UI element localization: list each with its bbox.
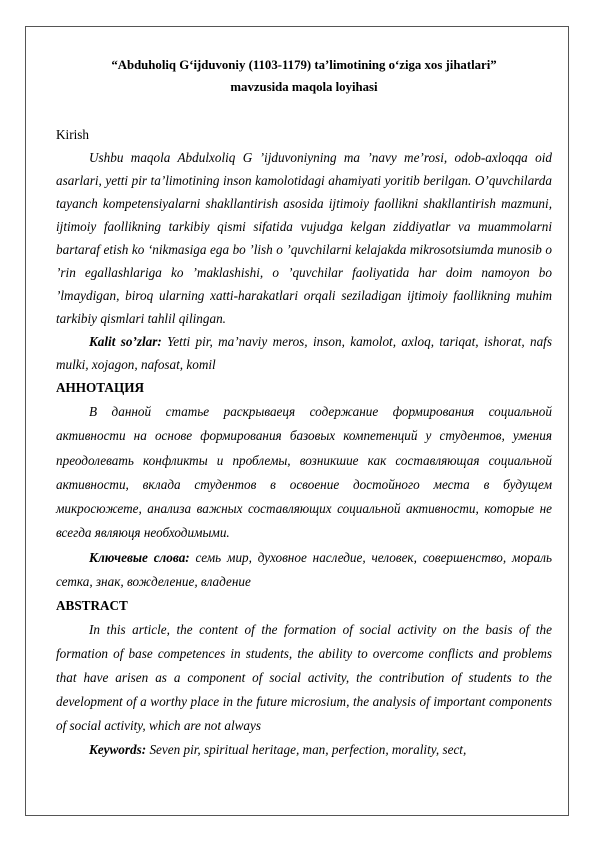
ru-abstract: В данной статье раскрываеця содержание формирования социальной активности на основе формирования базовых компетенций у студентов, умения преодолевать конфликты и проблемы, возникшие как составляющая социальной активности, вклада студентов в освоение достойного места в будущем микросюжете, анализа важных составляющих социальной активности, которые не всегда являюця необходимыми. bbox=[56, 404, 552, 541]
en-keywords-text: Seven pir, spiritual heritage, man, perfection, morality, sect, bbox=[146, 742, 467, 758]
ru-heading: АННОТАЦИЯ bbox=[56, 380, 144, 395]
uz-keywords bbox=[56, 330, 552, 376]
ru-keywords-text: семь мир, духовное наследие, человек, совершенство, мораль сетка, знак, вожделение, владение bbox=[56, 549, 552, 590]
title-line-1: “Abduholiq G‘ijduvoniy (1103-1179) ta’limotining o‘ziga xos jihatlari” bbox=[111, 58, 497, 72]
uz-keywords-text: Yetti pir, ma’naviy meros, inson, kamolot, axloq, tariqat, ishorat, nafs mulki, xojagon, nafosat, komil bbox=[56, 334, 552, 372]
intro-heading: Kirish bbox=[56, 127, 89, 142]
en-abstract: In this article, the content of the formation of social activity on the basis of the formation of base competences in students, the ability to overcome conflicts and problems that have arisen as a component of social activity, the contribution of students to the development of a worthy place in the future microsium, the analysis of important components of social activity, which are not always bbox=[56, 622, 552, 734]
ru-keywords-label: Ключевые слова: bbox=[89, 549, 190, 565]
uz-keywords-label: Kalit so’zlar: bbox=[89, 334, 162, 349]
ru-keywords bbox=[56, 546, 552, 595]
en-keywords bbox=[56, 738, 552, 762]
document-body bbox=[56, 54, 552, 762]
en-heading: ABSTRACT bbox=[56, 598, 128, 614]
en-keywords-label: Keywords: bbox=[89, 742, 147, 758]
title-line-2: mavzusida maqola loyihasi bbox=[230, 80, 378, 94]
uz-abstract: Ushbu maqola Abdulxoliq G ’ijduvoniyning ma ’navy me’rosi, odob-axloqqa oid asarlari, yetti pir ta’limotining inson kamolotidagi ahamiyati yoritib berilgan. O’quvchilarda tayanch kompetensiyalarni shakllantirish asosida ijtimoiy faollikni shakllantirish mazmuni, ijtimoiy faollikning tarkibiy qismi sifatida vujudga kelgan ziddiyatlar va muammolarni bartaraf etish ko ‘nikmasiga ega bo ’lish o ’quvchilarni kelajakda mikrosotsiumda munosib o ’rin egallashlariga ko ’maklashishi, o ’quvchilar faoliyatida har doim namoyon bo ’lmaydigan, biroq ularning xatti-harakatlari orqali seziladigan ijtimoiy faollikning muhim tarkibiy qismlari tahlil qilingan. bbox=[56, 150, 552, 326]
document-title bbox=[56, 54, 552, 98]
